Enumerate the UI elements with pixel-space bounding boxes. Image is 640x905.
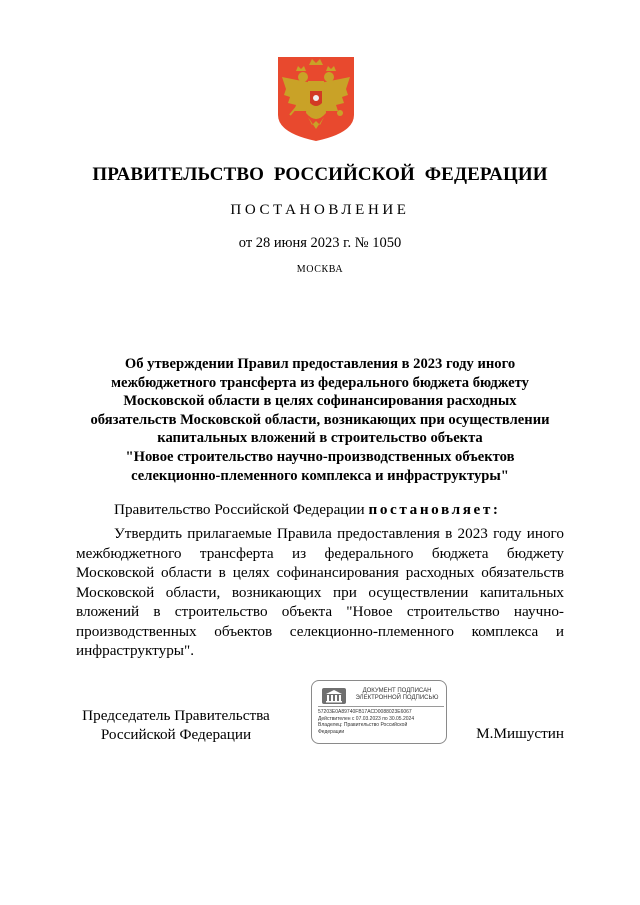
stamp-heading-line: ЭЛЕКТРОННОЙ ПОДПИСЬЮ <box>355 695 439 701</box>
document-type: ПОСТАНОВЛЕНИЕ <box>230 202 410 218</box>
stamp-owner: Владелец: Правительство Российской <box>318 722 408 728</box>
subject-line: обязательств Московской области, возникающих при осуществлении <box>90 411 550 428</box>
subject-line: межбюджетного трансферта из федерального бюджета бюджету <box>111 374 529 391</box>
position-line: Российской Федерации <box>100 726 252 743</box>
decree-statement <box>76 500 564 520</box>
stamp-validity: Действителен с 07.03.2023 по 30.05.2024 <box>318 715 415 722</box>
electronic-signature-stamp <box>311 680 447 744</box>
stamp-details <box>318 709 444 735</box>
stamp-heading <box>350 688 444 702</box>
subject-line: "Новое строительство научно-производственных объектов <box>125 448 515 465</box>
document-city: МОСКВА <box>296 264 344 275</box>
subject-line: Об утверждении Правил предоставления в 2023 году иного <box>124 356 516 372</box>
subject-line: Московской области в целях софинансирования расходных <box>123 393 517 410</box>
stamp-owner: Федерации <box>318 728 345 735</box>
decree-subject <box>60 355 580 485</box>
document-date-number: от 28 июня 2023 г. № 1050 <box>238 235 402 251</box>
decree-paragraph: Утвердить прилагаемые Правила предоставления в 2023 году иного межбюджетного трансферта из федерального бюджета бюджету Московской области в целях софинансирования расходных обязательств Московской области, возникающих при осуществлении капитальных вложений в строительство объекта "Новое строительство научно-производственных объектов селекционно-племенного комплекса и инфраструктуры". <box>76 525 564 659</box>
signatory-name: М.Мишустин <box>476 725 564 742</box>
subject-line: капитальных вложений в строительство объекта <box>157 430 483 447</box>
stamp-certificate: 57203E0A89740FB17ACD0088023E6067 <box>318 709 412 715</box>
subject-line: селекционно-племенного комплекса и инфраструктуры" <box>131 467 509 484</box>
decree-prefix: Правительство Российской Федерации <box>114 501 369 518</box>
government-title: ПРАВИТЕЛЬСТВО РОССИЙСКОЙ ФЕДЕРАЦИИ <box>92 164 548 185</box>
stamp-divider <box>318 706 444 707</box>
decree-verb: постановляет: <box>368 501 501 518</box>
government-building-icon <box>322 688 346 704</box>
stamp-heading-line: ДОКУМЕНТ ПОДПИСАН <box>362 688 432 694</box>
coat-of-arms-icon <box>276 55 356 143</box>
signatory-position <box>76 706 276 744</box>
position-line: Председатель Правительства <box>82 707 270 724</box>
